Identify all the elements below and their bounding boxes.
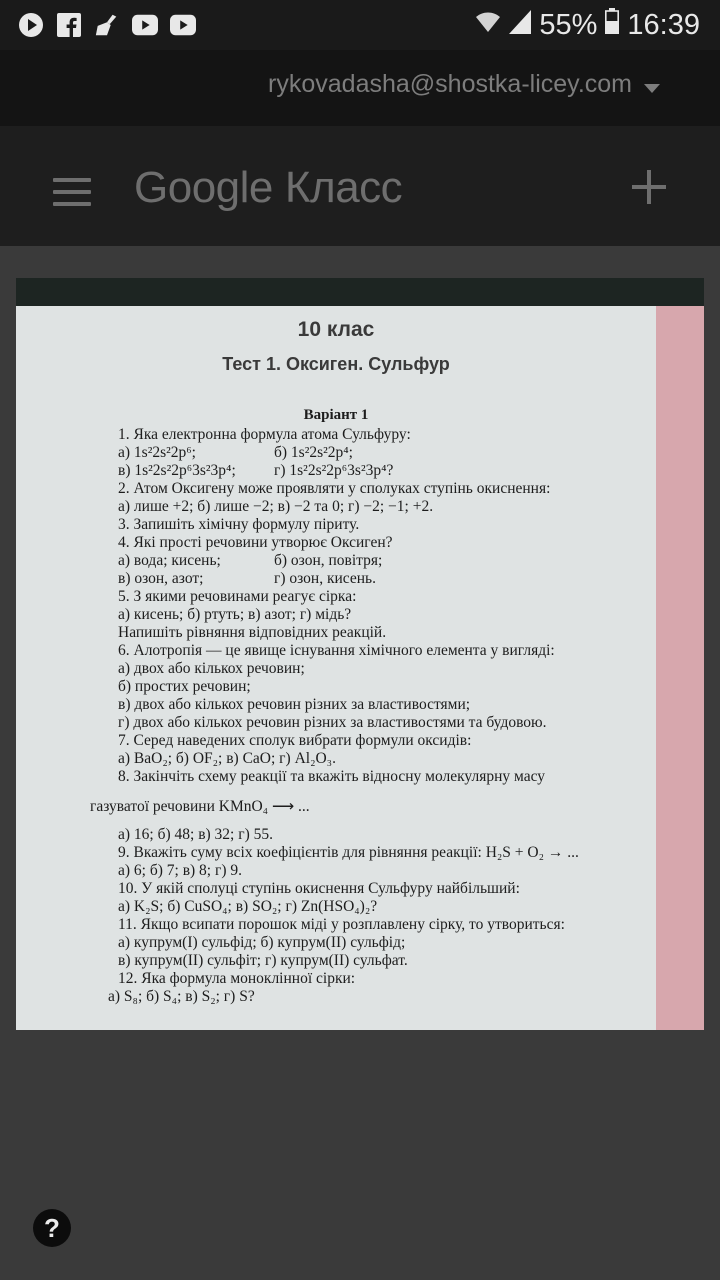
- answer-line: а) купрум(І) сульфід; б) купрум(ІІ) сульфід;: [118, 934, 406, 951]
- battery-percent: 55%: [539, 8, 598, 41]
- answer-line: в) озон, азот;: [118, 570, 204, 587]
- answer-line: а) 6; б) 7; в) 8; г) 9.: [118, 862, 243, 879]
- hamburger-line: [53, 190, 91, 194]
- question-line: 3. Запишіть хімічну формулу піриту.: [118, 516, 360, 533]
- answer-line: б) простих речовин;: [118, 678, 251, 695]
- question-line: 4. Які прості речовини утворює Оксиген?: [118, 534, 393, 551]
- answer-line: а) 16; б) 48; в) 32; г) 55.: [118, 826, 274, 843]
- hamburger-line: [53, 202, 91, 206]
- clock: 16:39: [627, 8, 700, 41]
- question-line: 9. Вкажіть суму всіх коефіцієнтів для рівняння реакції: H₂S + O₂ → ...: [118, 844, 579, 861]
- answer-line: в) 1s²2s²2p⁶3s²3p⁴;: [118, 462, 236, 479]
- answer-line: а) K₂S; б) CuSO₄; в) SO₂; г) Zn(HSO₄)₂?: [118, 898, 378, 915]
- system-status: [475, 6, 700, 44]
- battery-icon: [605, 8, 619, 42]
- attachment-photo[interactable]: [16, 278, 704, 1030]
- page-test-title: Тест 1. Оксиген. Сульфур: [222, 354, 450, 374]
- answer-line: б) озон, повітря;: [274, 552, 383, 569]
- question-line: 8. Закінчіть схему реакції та вкажіть відносну молекулярну масу: [118, 768, 546, 785]
- page-grade: 10 клас: [297, 318, 375, 341]
- question-line: 6. Алотропія — це явище існування хімічного елемента у вигляді:: [118, 642, 555, 659]
- app-bar: [0, 126, 720, 246]
- photo-pink-edge: [656, 306, 704, 1030]
- youtube-icon: [170, 12, 196, 38]
- app-title-text: Класс: [284, 163, 403, 212]
- play-store-icon: [18, 12, 44, 38]
- question-line: 5. З якими речовинами реагує сірка:: [118, 588, 357, 605]
- app-title: [134, 163, 402, 213]
- question-line: 1. Яка електронна формула атома Сульфуру:: [118, 426, 411, 443]
- test-page: [16, 306, 656, 1030]
- answer-line: а) кисень; б) ртуть; в) азот; г) мідь?: [118, 606, 352, 623]
- question-line: газуватої речовини KMnO₄ ⟶ ...: [90, 798, 310, 815]
- account-dropdown-icon[interactable]: [644, 84, 660, 93]
- photo-dark-edge: [16, 278, 704, 306]
- answer-line: в) купрум(ІІ) сульфіт; г) купрум(ІІ) сульфат.: [118, 952, 408, 969]
- help-button[interactable]: ?: [33, 1209, 71, 1247]
- answer-line: г) озон, кисень.: [274, 570, 376, 587]
- status-bar: [0, 0, 720, 50]
- cleaner-broom-icon: [94, 12, 120, 38]
- app-brand: Google: [134, 163, 273, 212]
- facebook-icon: [56, 12, 82, 38]
- question-line: 2. Атом Оксигену може проявляти у сполуках ступінь окиснення:: [118, 480, 551, 497]
- answer-line: а) S₈; б) S₄; в) S₂; г) S?: [108, 988, 255, 1005]
- answer-line: б) 1s²2s²2p⁴;: [274, 444, 353, 461]
- answer-line: а) двох або кількох речовин;: [118, 660, 305, 677]
- answer-line: г) 1s²2s²2p⁶3s²3p⁴?: [274, 462, 394, 479]
- question-line: Напишіть рівняння відповідних реакцій.: [118, 624, 387, 641]
- signal-icon: [509, 9, 531, 42]
- account-bar[interactable]: [0, 50, 720, 126]
- youtube-icon: [132, 12, 158, 38]
- question-line: 11. Якщо всипати порошок міді у розплавлену сірку, то утвориться:: [118, 916, 565, 933]
- answer-line: а) BaO₂; б) OF₂; в) CaO; г) Al₂O₃.: [118, 750, 336, 767]
- hamburger-line: [53, 178, 91, 182]
- account-email[interactable]: rykovadasha@shostka-licey.com: [268, 70, 632, 98]
- answer-line: г) двох або кількох речовин різних за властивостями та будовою.: [118, 714, 547, 731]
- answer-line: в) двох або кількох речовин різних за властивостями;: [118, 696, 471, 713]
- menu-button[interactable]: [53, 178, 91, 206]
- notification-icons: [18, 11, 196, 39]
- question-line: 10. У якій сполуці ступінь окиснення Сульфуру найбільший:: [118, 880, 520, 897]
- question-line: 7. Серед наведених сполук вибрати формули оксидів:: [118, 732, 472, 749]
- add-icon[interactable]: [632, 170, 666, 204]
- question-line: 12. Яка формула моноклінної сірки:: [118, 970, 356, 987]
- page-variant: Варіант 1: [303, 407, 369, 423]
- answer-line: а) лише +2; б) лише −2; в) −2 та 0; г) −2; −1; +2.: [118, 498, 434, 515]
- answer-line: а) 1s²2s²2p⁶;: [118, 444, 196, 461]
- wifi-icon: [475, 9, 501, 42]
- answer-line: а) вода; кисень;: [118, 552, 221, 569]
